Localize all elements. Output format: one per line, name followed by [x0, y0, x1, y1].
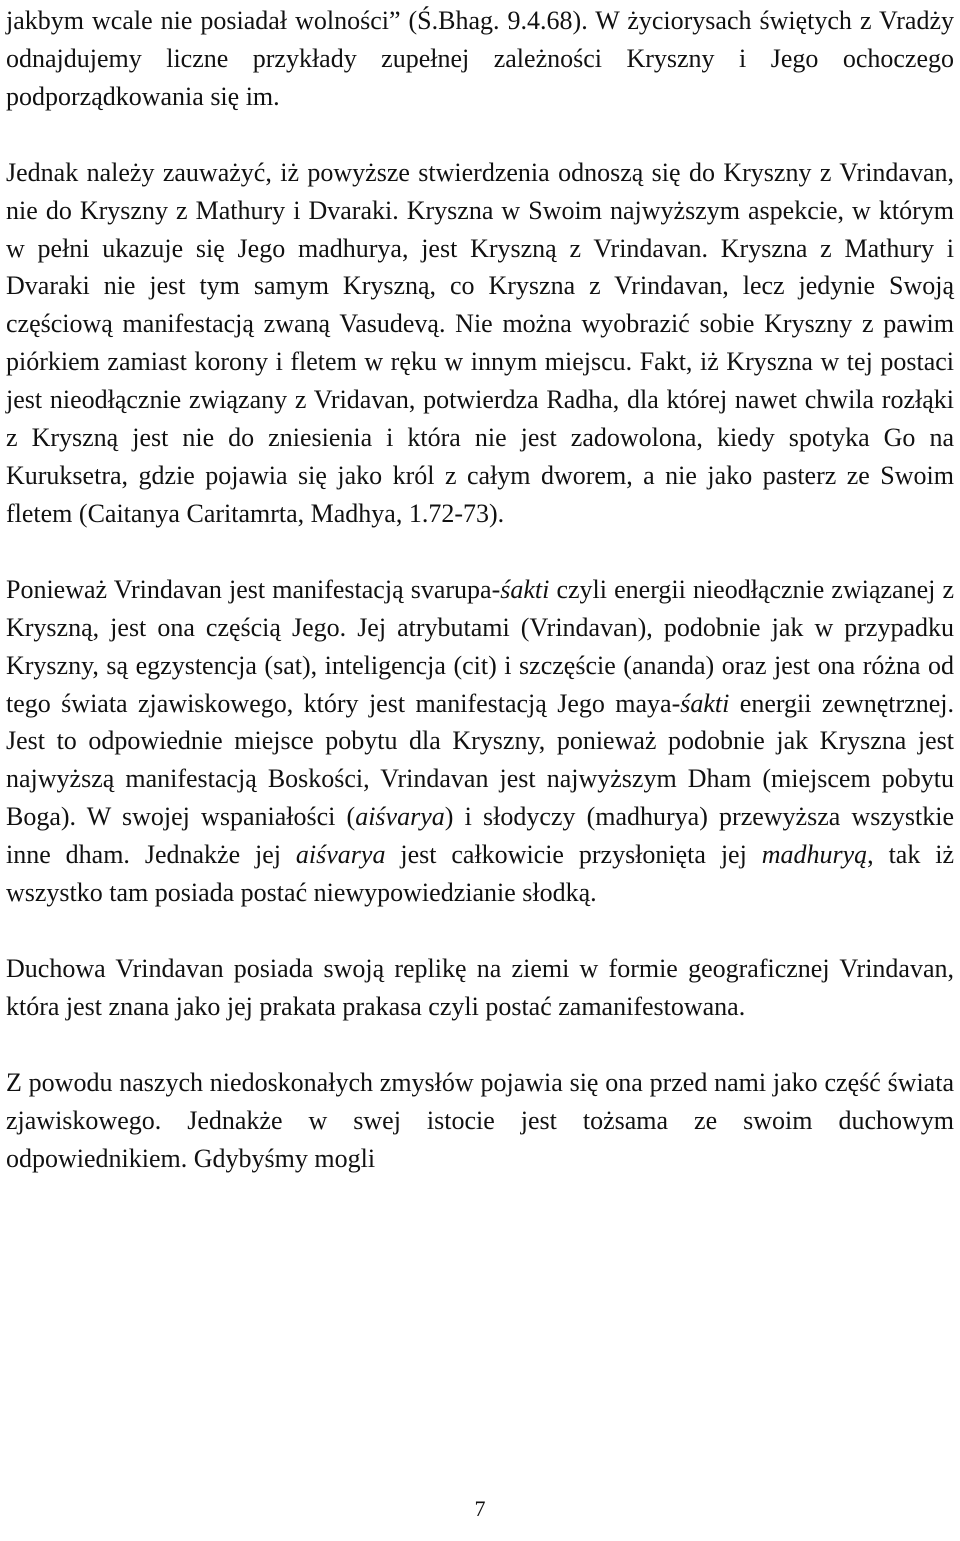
page-number: 7: [474, 1496, 486, 1521]
text-run: czyli energii nieodłącznie związanej z Kryszną, jest ona częścią Jego. Jej atrybutami (Vrindavan), podobnie jak w przypadku Kryszny, są egzystencja (sat), inteligencja (cit) i szczęście (ananda) oraz jest ona różna od tego świata zjawiskowego, który jest manifestacją Jego maya-: [6, 574, 955, 718]
paragraph-2: [6, 154, 954, 533]
text-run: jakbym wcale nie posiadał wolności” (Ś.Bhag. 9.4.68). W życiorysach świętych z Vradży odnajdujemy liczne przykłady zupełnej zależności Kryszny i Jego ochoczego podporządkowania się im.: [6, 6, 954, 111]
paragraph-1: [6, 2, 954, 116]
text-run: Duchowa Vrindavan posiada swoją replikę na ziemi w formie geograficznej Vrindavan, która jest znana jako jej prakata prakasa czyli postać zamanifestowana.: [6, 953, 954, 1021]
italic-term: aiśvarya: [355, 802, 445, 832]
paragraph-5: [6, 1064, 954, 1178]
text-run: Jednak należy zauważyć, iż powyższe stwierdzenia odnoszą się do Kryszny z Vrindavan, nie do Kryszny z Mathury i Dvaraki. Kryszna w Swoim najwyższym aspekcie, w którym w pełni ukazuje się Jego madhurya, jest Kryszną z Vrindavan. Kryszna z Mathury i Dvaraki nie jest tym samym Kryszną, co Kryszna z Vrindavan, lecz jedynie Swoją częściową manifestacją zwaną Vasudevą. Nie można wyobrazić sobie Kryszny z pawim piórkiem zamiast korony i fletem w ręku w innym miejscu. Fakt, iż Kryszna w tej postaci jest nieodłącznie związany z Vridavan, potwierdza Radha, dla której nawet chwila rozłąki z Kryszną jest nie do zniesienia i która nie jest zadowolona, kiedy spotyka Go na Kuruksetra, gdzie pojawia się jako król z całym dworem, a nie jako pasterz ze Swoim fletem (Caitanya Caritamrta, Madhya, 1.72-73).: [6, 157, 954, 528]
text-run: ) i słodyczy (madhurya) przewyższa wszystkie inne dham. Jednakże jej: [6, 802, 955, 870]
paragraph-4: [6, 950, 954, 1026]
text-run: , tak iż wszystko tam posiada postać niewypowiedzianie słodką.: [6, 840, 955, 908]
italic-term: śakti: [500, 574, 550, 604]
italic-term: aiśvarya: [295, 840, 386, 870]
text-run: energii zewnętrznej. Jest to odpowiednie miejsce pobytu dla Kryszny, ponieważ podobnie jak Kryszna jest najwyższą manifestacją Boskości, Vrindavan jest najwyższym Dham (miejscem pobytu Boga). W swojej wspaniałości (: [6, 688, 954, 832]
text-run: Ponieważ Vrindavan jest manifestacją svarupa-: [6, 574, 501, 604]
italic-term: madhuryą: [761, 840, 868, 870]
italic-term: śakti: [680, 688, 730, 718]
paragraph-3: [6, 571, 954, 912]
document-page: [6, 0, 954, 1541]
text-run: Z powodu naszych niedoskonałych zmysłów pojawia się ona przed nami jako część świata zjawiskowego. Jednakże w swej istocie jest tożsama ze swoim duchowym odpowiednikiem. Gdybyśmy mogli: [6, 1067, 954, 1173]
text-run: jest całkowicie przysłonięta jej: [385, 840, 762, 870]
